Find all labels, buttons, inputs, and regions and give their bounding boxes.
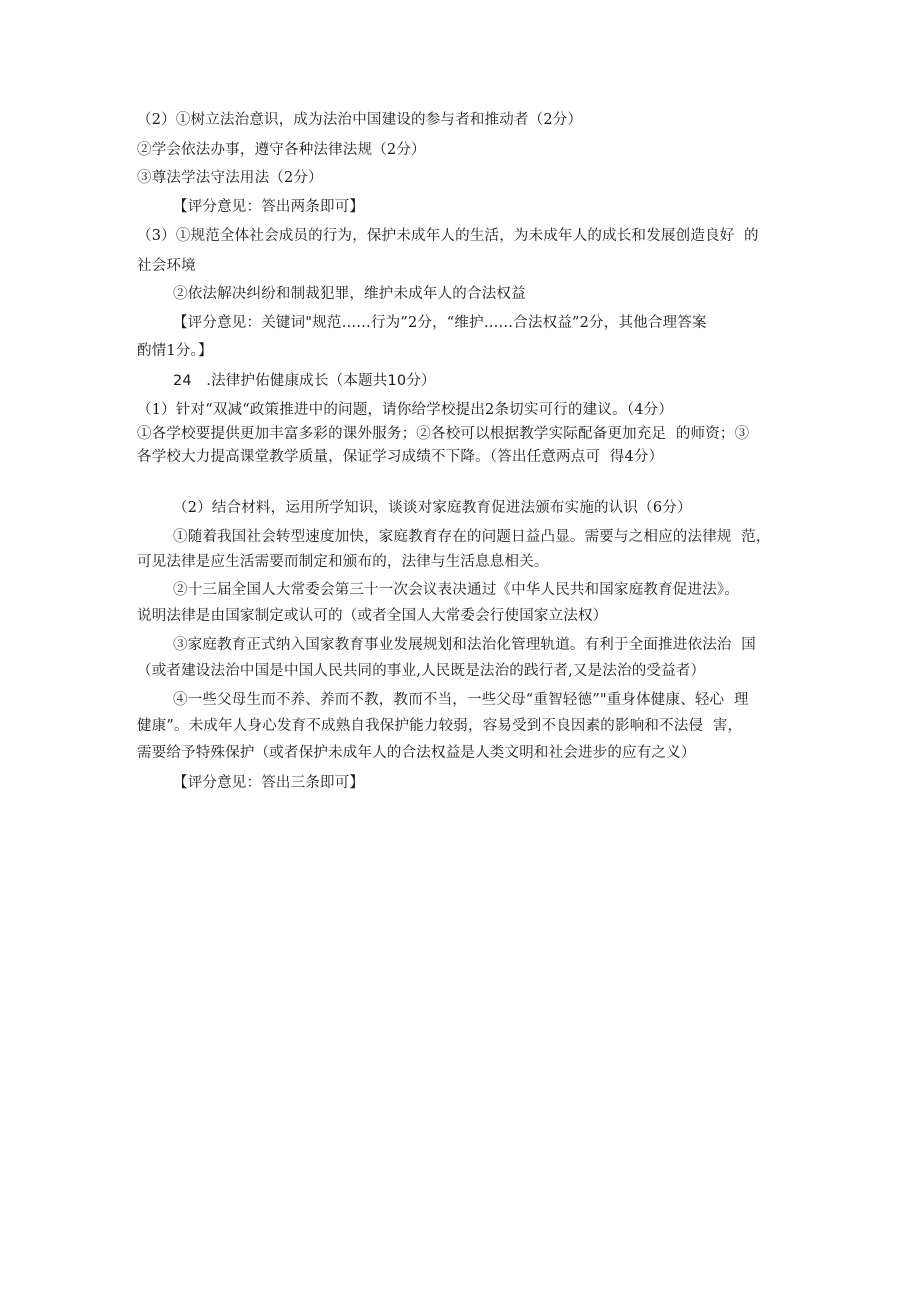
- q24-part2-point4-line2: 健康”。未成年人身心发育不成熟自我保护能力较弱，容易受到不良因素的影响和不法侵 害，: [137, 718, 743, 734]
- q24-part2-point2-line1: ②十三届全国人大常委会第三十一次会议表决通过《中华人民共和国家庭教育促进法》。: [173, 582, 740, 598]
- q24-part1-question: （1）针对“双减“政策推进中的问题，请你给学校提出2条切实可行的建议。（4分）: [137, 402, 674, 418]
- q24-part2-point3-line2: （或者建设法治中国是中国人民共同的事业,人民既是法治的践行者,又是法治的受益者）: [137, 663, 706, 679]
- q2-answer-2: ②学会依法办事，遵守各种法律法规（2分）: [137, 142, 426, 158]
- q3-answer-1-line1: （3）①规范全体社会成员的行为，保护未成年人的生活，为未成年人的成长和发展创造良好 的: [137, 228, 759, 244]
- q24-part2-question: （2）结合材料，运用所学知识，谈谈对家庭教育促进法颁布实施的认识（6分）: [173, 500, 692, 516]
- q24-part2-point1-line1: ①随着我国社会转型速度加快，家庭教育存在的问题日益凸显。需要与之相应的法律规 范，: [173, 529, 771, 545]
- q3-answer-2: ②依法解决纠纷和制裁犯罪，维护未成年人的合法权益: [173, 286, 526, 302]
- q24-part2-point4-line1: ④一些父母生而不养、养而不教，教而不当，一些父母“重智轻德”"重身体健康、轻心 理: [173, 692, 749, 708]
- q24-part2-point3-line1: ③家庭教育正式纳入国家教育事业发展规划和法治化管理轨道。有利于全面推进依法治 国: [173, 637, 756, 653]
- q3-answer-1-line2: 社会环境: [137, 258, 196, 274]
- q3-scoring-note-line1: 【评分意见：关键词"规范……行为”2分，“维护……合法权益”2分，其他合理答案: [173, 315, 707, 331]
- q24-part1-answer-line2: 各学校大力提高课堂教学质量，保证学习成绩不下降。（答出任意两点可 得4分）: [137, 449, 664, 465]
- q3-scoring-note-line2: 酌情1分。】: [137, 343, 213, 359]
- q2-scoring-note: 【评分意见：答出两条即可】: [173, 199, 365, 215]
- question-24-title: 24 .法律护佑健康成长（本题共10分）: [173, 373, 436, 389]
- q2-answer-1: （2）①树立法治意识，成为法治中国建设的参与者和推动者（2分）: [137, 112, 583, 128]
- q24-part1-answer-line1: ①各学校要提供更加丰富多彩的课外服务；②各校可以根据教学实际配备更加充足 的师资；③: [137, 426, 750, 442]
- q2-answer-3: ③尊法学法守法用法（2分）: [137, 170, 323, 186]
- q24-part2-point1-line2: 可见法律是应生活需要而制定和颁布的，法律与生活息息相关。: [137, 554, 549, 570]
- q24-part2-point4-line3: 需要给予特殊保护（或者保护未成年人的合法权益是人类文明和社会进步的应有之义）: [137, 745, 696, 761]
- q24-part2-point2-line2: 说明法律是由国家制定或认可的（或者全国人大常委会行使国家立法权）: [137, 608, 608, 624]
- q24-part2-scoring-note: 【评分意见：答出三条即可】: [173, 775, 365, 791]
